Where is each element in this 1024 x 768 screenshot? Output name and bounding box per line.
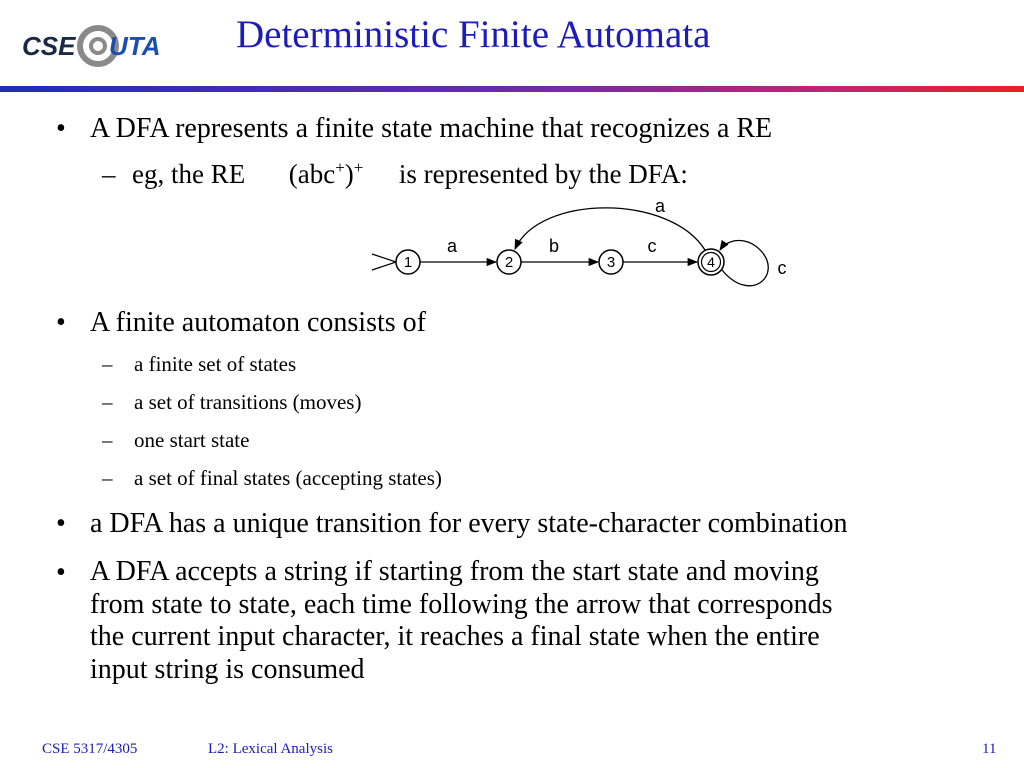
cse-uta-logo	[20, 20, 165, 70]
sub-bullet-mark: –	[102, 428, 113, 452]
state-3	[599, 250, 623, 274]
bullet-automaton-components: A finite automaton consists of	[90, 307, 426, 338]
state-2	[497, 250, 521, 274]
acceptance-line: A DFA accepts a string if starting from the start state and moving	[90, 556, 819, 587]
svg-text:3: 3	[606, 254, 616, 271]
component-item: one start state	[134, 428, 250, 452]
bullet-mark: •	[56, 508, 66, 539]
component-item: a set of final states (accepting states)	[134, 466, 442, 490]
title-divider	[0, 86, 1024, 92]
dfa-diagram	[370, 196, 800, 306]
bullet-mark: •	[56, 557, 66, 588]
sub-bullet-mark: –	[102, 159, 116, 189]
svg-text:4: 4	[707, 254, 715, 270]
transition-label: b	[548, 236, 560, 256]
state-4-final	[698, 249, 724, 275]
slide-title: Deterministic Finite Automata	[236, 13, 711, 56]
transition-label: a	[654, 196, 666, 216]
transition-label: a	[446, 236, 458, 256]
component-item: a finite set of states	[134, 352, 297, 376]
sub-bullet-mark: –	[102, 352, 113, 376]
regex-suffix: is represented by the DFA:	[398, 159, 688, 189]
state-1	[396, 250, 420, 274]
sub-bullet-regex-example	[132, 158, 688, 191]
sub-bullet-mark: –	[102, 390, 113, 414]
footer-page-number: 11	[982, 741, 997, 757]
bullet-unique-transition: a DFA has a unique transition for every state-character combination	[90, 508, 848, 539]
component-item: a set of transitions (moves)	[134, 390, 362, 414]
svg-text:1: 1	[403, 254, 413, 271]
bullet-mark: •	[56, 113, 66, 144]
svg-text:CSE: CSE	[22, 31, 76, 61]
start-arrow	[372, 254, 396, 270]
acceptance-line: from state to state, each time following the arrow that corresponds	[90, 588, 833, 620]
acceptance-line: input string is consumed	[90, 653, 365, 685]
bullet-dfa-definition: A DFA represents a finite state machine that recognizes a RE	[90, 113, 773, 144]
transition-4-2	[515, 208, 705, 250]
transition-label: c	[647, 236, 657, 256]
sub-bullet-mark: –	[102, 466, 113, 490]
regex-expression: (abc+)+	[288, 158, 364, 189]
acceptance-line: the current input character, it reaches a final state when the entire	[90, 621, 820, 652]
bullet-dfa-acceptance	[90, 556, 1020, 686]
transition-4-4	[720, 241, 768, 286]
svg-text:UTA: UTA	[109, 31, 161, 61]
regex-prefix: eg, the RE	[132, 159, 246, 189]
transition-label: c	[777, 258, 787, 278]
bullet-mark: •	[56, 307, 66, 338]
footer-course: CSE 5317/4305	[42, 741, 138, 757]
svg-text:2: 2	[504, 254, 514, 271]
footer-lecture: L2: Lexical Analysis	[208, 741, 333, 757]
